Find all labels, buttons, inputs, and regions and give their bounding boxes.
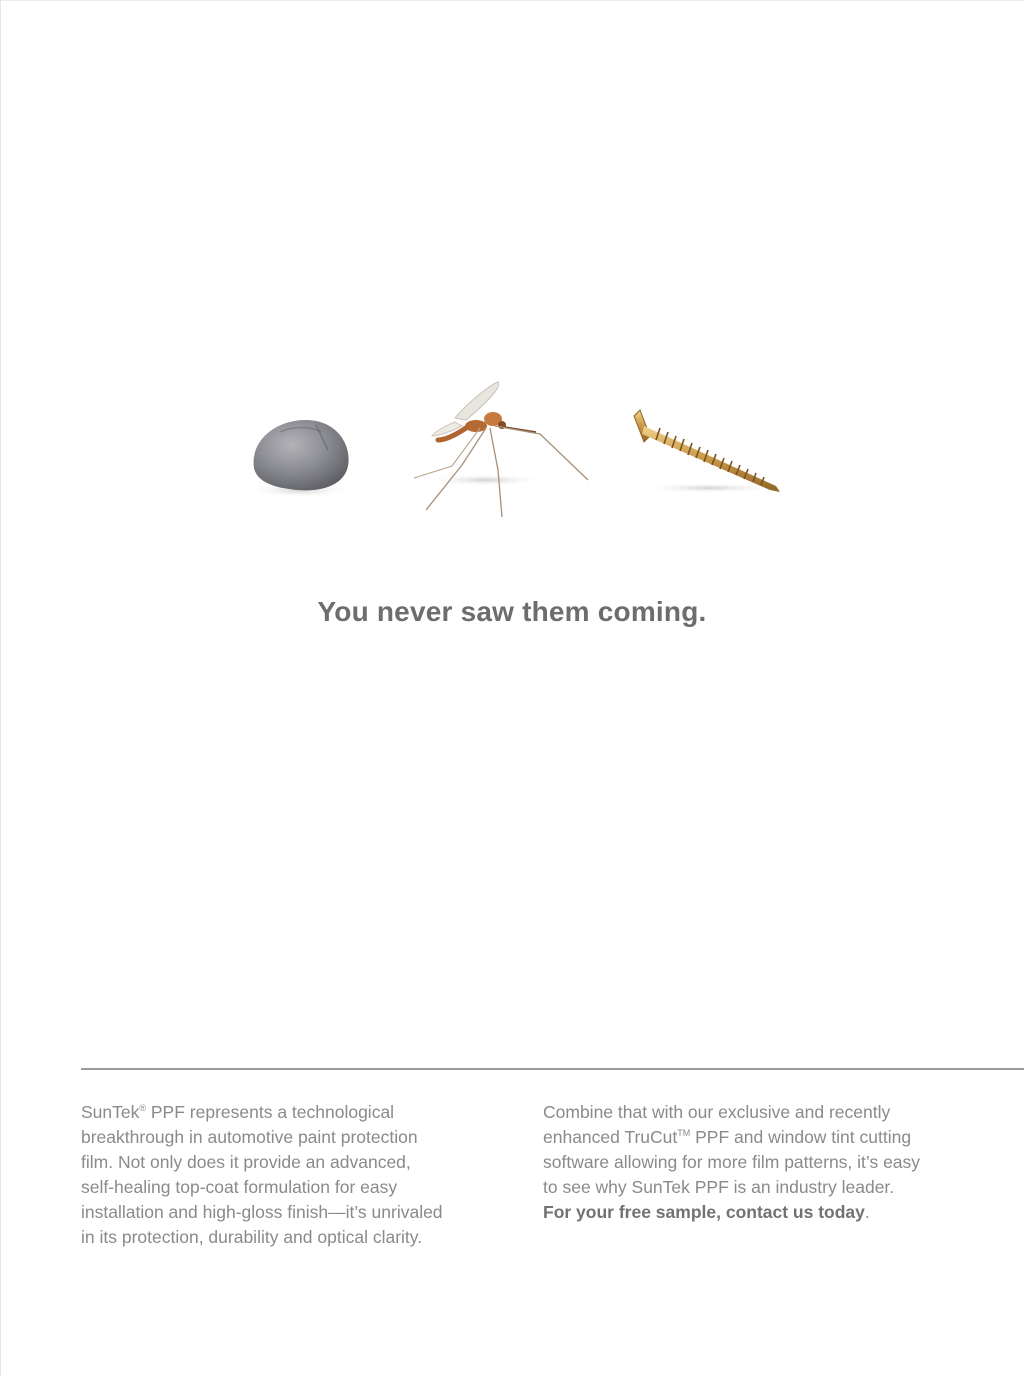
right-line-4: to see why SunTek PPF is an industry leader. (543, 1177, 895, 1197)
body-paragraph-left (81, 1100, 481, 1250)
cta-period: . (864, 1202, 870, 1222)
page-top-edge (0, 0, 1024, 1)
hero-illustration (240, 370, 800, 530)
left-line-6: in its protection, durability and optical clarity. (81, 1227, 423, 1247)
right-line-3: software allowing for more film patterns, it’s easy (543, 1152, 921, 1172)
section-divider (81, 1068, 1024, 1070)
registered-mark: ® (139, 1103, 147, 1114)
left-line-1: PPF represents a technological (146, 1102, 395, 1122)
mosquito-icon (414, 382, 588, 517)
right-line-2-post: PPF and window tint cutting (690, 1127, 912, 1147)
left-line-2: breakthrough in automotive paint protection (81, 1127, 418, 1147)
left-line-5: installation and high-gloss finish—it’s unrivaled (81, 1202, 443, 1222)
body-column-left (81, 1100, 481, 1250)
page-left-edge (0, 0, 1, 1376)
left-line-4: self-healing top-coat formulation for easy (81, 1177, 398, 1197)
trademark-mark: TM (677, 1128, 691, 1139)
body-paragraph-right (543, 1100, 973, 1225)
right-line-2-pre: enhanced TruCut (543, 1127, 678, 1147)
headline: You never saw them coming. (317, 596, 707, 627)
right-line-1: Combine that with our exclusive and recently (543, 1102, 891, 1122)
brand-name: SunTek (81, 1102, 140, 1122)
left-line-3: film. Not only does it provide an advanced, (81, 1152, 411, 1172)
screw-icon (634, 410, 780, 493)
call-to-action: For your free sample, contact us today (543, 1202, 865, 1222)
pebble-icon (248, 420, 352, 498)
body-column-right (543, 1100, 973, 1225)
